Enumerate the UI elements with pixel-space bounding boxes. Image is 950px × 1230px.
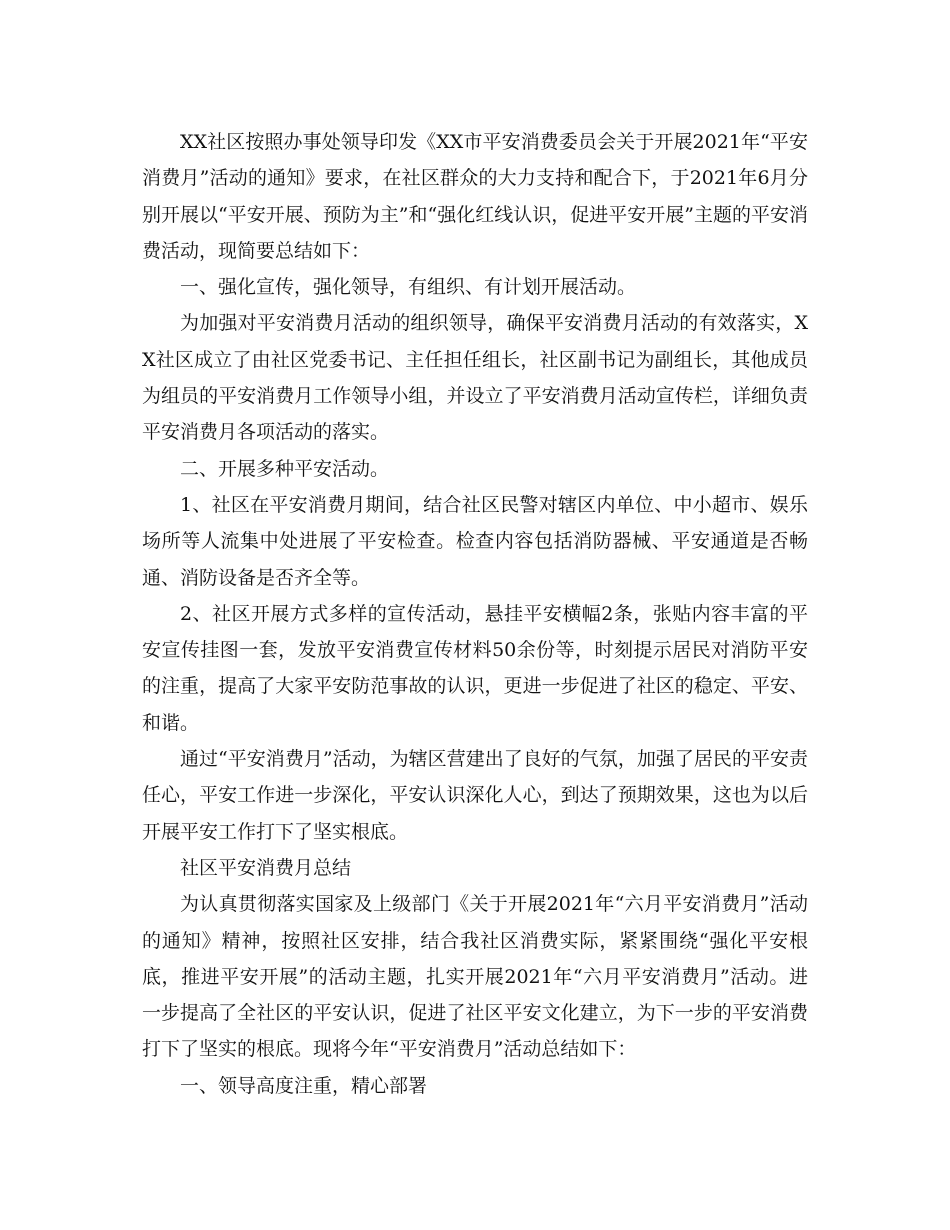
intro-paragraph: XX社区按照办事处领导印发《XX市平安消费委员会关于开展2021年“平安消费月”活动的通知》要求，在社区群众的大力支持和配合下，于2021年6月分别开展以“平安开展、预防为主”和“强化红线认识，促进平安开展”主题的平安消费活动，现简要总结如下： <box>142 131 808 262</box>
section-heading-1: 一、强化宣传，强化领导，有组织、有计划开展活动。 <box>180 276 637 299</box>
conclusion-paragraph: 通过“平安消费月”活动，为辖区营建出了良好的气氛，加强了居民的平安责任心，平安工作进一步深化，平安认识深化人心，到达了预期效果，这也为以后开展平安工作打下了坚实根底。 <box>142 748 808 843</box>
organization-paragraph: 为加强对平安消费月活动的组织领导，确保平安消费月活动的有效落实，XX社区成立了由社区党委书记、主任担任组长，社区副书记为副组长，其他成员为组员的平安消费月工作领导小组，并设立了平安消费月活动宣传栏，详细负责平安消费月各项活动的落实。 <box>142 312 808 444</box>
activity-item-2: 2、社区开展方式多样的宣传活动，悬挂平安横幅2条，张贴内容丰富的平安宣传挂图一套，发放平安消费宣传材料50余份等，时刻提示居民对消防平安的注重，提高了大家平安防范事故的认识，更进一步促进了社区的稳定、平安、和谐。 <box>142 602 808 734</box>
summary-section-heading-1: 一、领导高度注重，精心部署 <box>180 1074 428 1097</box>
activity-item-1: 1、社区在平安消费月期间，结合社区民警对辖区内单位、中小超市、娱乐场所等人流集中处进展了平安检查。检查内容包括消防器械、平安通道是否畅通、消防设备是否齐全等。 <box>142 493 808 589</box>
section-heading-2: 二、开展多种平安活动。 <box>180 457 390 480</box>
summary-intro-paragraph: 为认真贯彻落实国家及上级部门《关于开展2021年“六月平安消费月”活动的通知》精神，按照社区安排，结合我社区消费实际，紧紧围绕“强化平安根底，推进平安开展”的活动主题，扎实开展2021年“六月平安消费月”活动。进一步提高了全社区的平安认识，促进了社区平安文化建立，为下一步的平安消费打下了坚实的根底。现将今年“平安消费月”活动总结如下： <box>142 893 808 1061</box>
document-body <box>142 124 808 1104</box>
summary-title: 社区平安消费月总结 <box>180 856 352 879</box>
